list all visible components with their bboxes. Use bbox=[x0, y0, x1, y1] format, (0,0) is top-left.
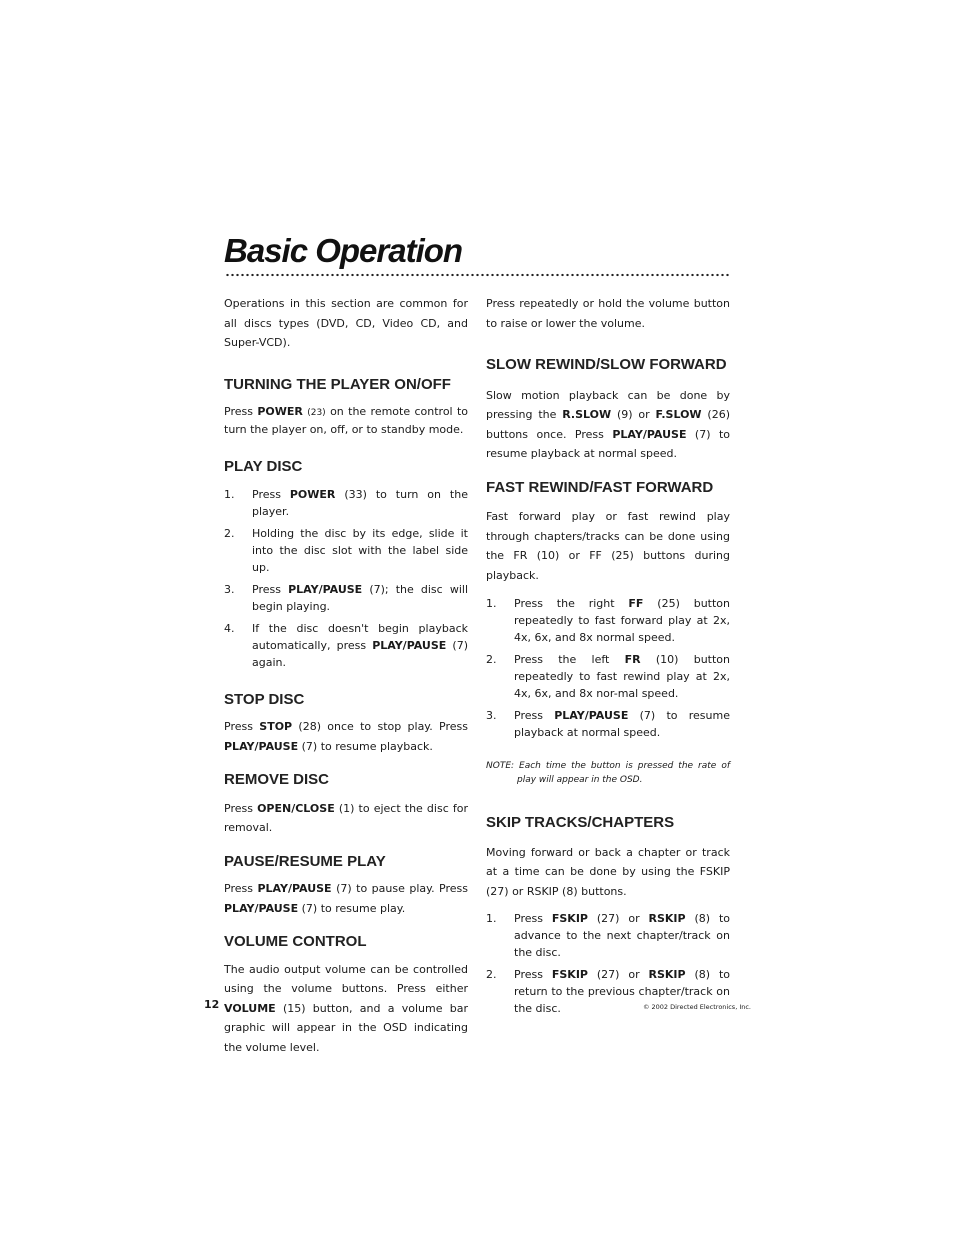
note-text: NOTE: Each time the button is pressed the rate of play will appear in the OSD. bbox=[486, 761, 730, 785]
skip-intro-text: Moving forward or back a chapter or track at a time can be done by using the FSKIP (27) or RSKIP (8) buttons. bbox=[486, 845, 730, 898]
page-number: 12 bbox=[204, 998, 220, 1011]
fast-intro-text: Fast forward play or fast rewind play through chapters/tracks can be done using the FR (10) or FF (25) buttons during playback. bbox=[486, 510, 730, 582]
list-item: 1. Press the right FF (25) button repeatedly to fast forward play at 2x, 4x, 6x, and 8x normal speed. bbox=[486, 597, 730, 644]
list-item: 1. Press POWER (33) to turn on the player. bbox=[224, 487, 468, 518]
dotted-divider bbox=[225, 273, 730, 277]
section-heading-stop: STOP DISC bbox=[224, 690, 305, 708]
slow-text: Slow motion playback can be done by pressing the R.SLOW (9) or F.SLOW (26) buttons once. Press PLAY/PAUSE (7) to resume playback at normal speed. bbox=[486, 388, 730, 460]
list-item: 2. Holding the disc by its edge, slide it into the disc slot with the label side up. bbox=[224, 526, 468, 574]
volume-text: The audio output volume can be controlled using the volume buttons. Press either VOLUME (15) button, and a volume bar graphic will appear in the OSD indicating the volume level. bbox=[224, 962, 468, 1054]
fast-steps bbox=[486, 595, 730, 741]
list-item: 3. Press PLAY/PAUSE (7); the disc will begin playing. bbox=[224, 582, 468, 613]
list-item: 3. Press PLAY/PAUSE (7) to resume playback at normal speed. bbox=[486, 709, 730, 739]
list-item: 1. Press FSKIP (27) or RSKIP (8) to advance to the next chapter/track on the disc. bbox=[486, 912, 731, 959]
power-text: Press POWER (23) on the remote control to turn the player on, off, or to standby mode. bbox=[224, 405, 469, 436]
intro-text: Operations in this section are common for all discs types (DVD, CD, Video CD, and Super-VCD). bbox=[224, 297, 468, 349]
section-heading-skip: SKIP TRACKS/CHAPTERS bbox=[486, 814, 675, 831]
play-steps bbox=[224, 486, 468, 671]
pause-text: Press PLAY/PAUSE (7) to pause play. Press PLAY/PAUSE (7) to resume play. bbox=[224, 882, 469, 915]
right-column bbox=[486, 294, 730, 1022]
section-heading-remove: REMOVE DISC bbox=[224, 771, 330, 788]
list-item: 4. If the disc doesn't begin playback automatically, press PLAY/PAUSE (7) again. bbox=[224, 621, 468, 669]
section-heading-fast: FAST REWIND/FAST FORWARD bbox=[486, 478, 714, 496]
skip-steps bbox=[486, 910, 730, 1017]
page-title: Basic Operation bbox=[224, 232, 463, 269]
section-heading-play: PLAY DISC bbox=[224, 458, 303, 475]
section-heading-volume: VOLUME CONTROL bbox=[224, 933, 367, 950]
volume-continued-text: Press repeatedly or hold the volume button to raise or lower the volume. bbox=[486, 297, 730, 330]
section-heading-slow: SLOW REWIND/SLOW FORWARD bbox=[486, 356, 727, 373]
section-heading-power: TURNING THE PLAYER ON/OFF bbox=[224, 375, 451, 393]
list-item: 2. Press FSKIP (27) or RSKIP (8) to return to the previous chapter/track on the disc. bbox=[486, 968, 731, 1015]
section-heading-pause: PAUSE/RESUME PLAY bbox=[224, 852, 386, 870]
copyright-text: © 2002 Directed Electronics, Inc. bbox=[642, 1003, 751, 1011]
list-item: 2. Press the left FR (10) button repeatedly to fast rewind play at 2x, 4x, 6x, and 8x nor-mal speed. bbox=[486, 653, 731, 700]
remove-text: Press OPEN/CLOSE (1) to eject the disc for removal. bbox=[224, 801, 468, 834]
stop-text: Press STOP (28) once to stop play. Press PLAY/PAUSE (7) to resume playback. bbox=[224, 720, 469, 753]
left-column bbox=[224, 294, 468, 1057]
